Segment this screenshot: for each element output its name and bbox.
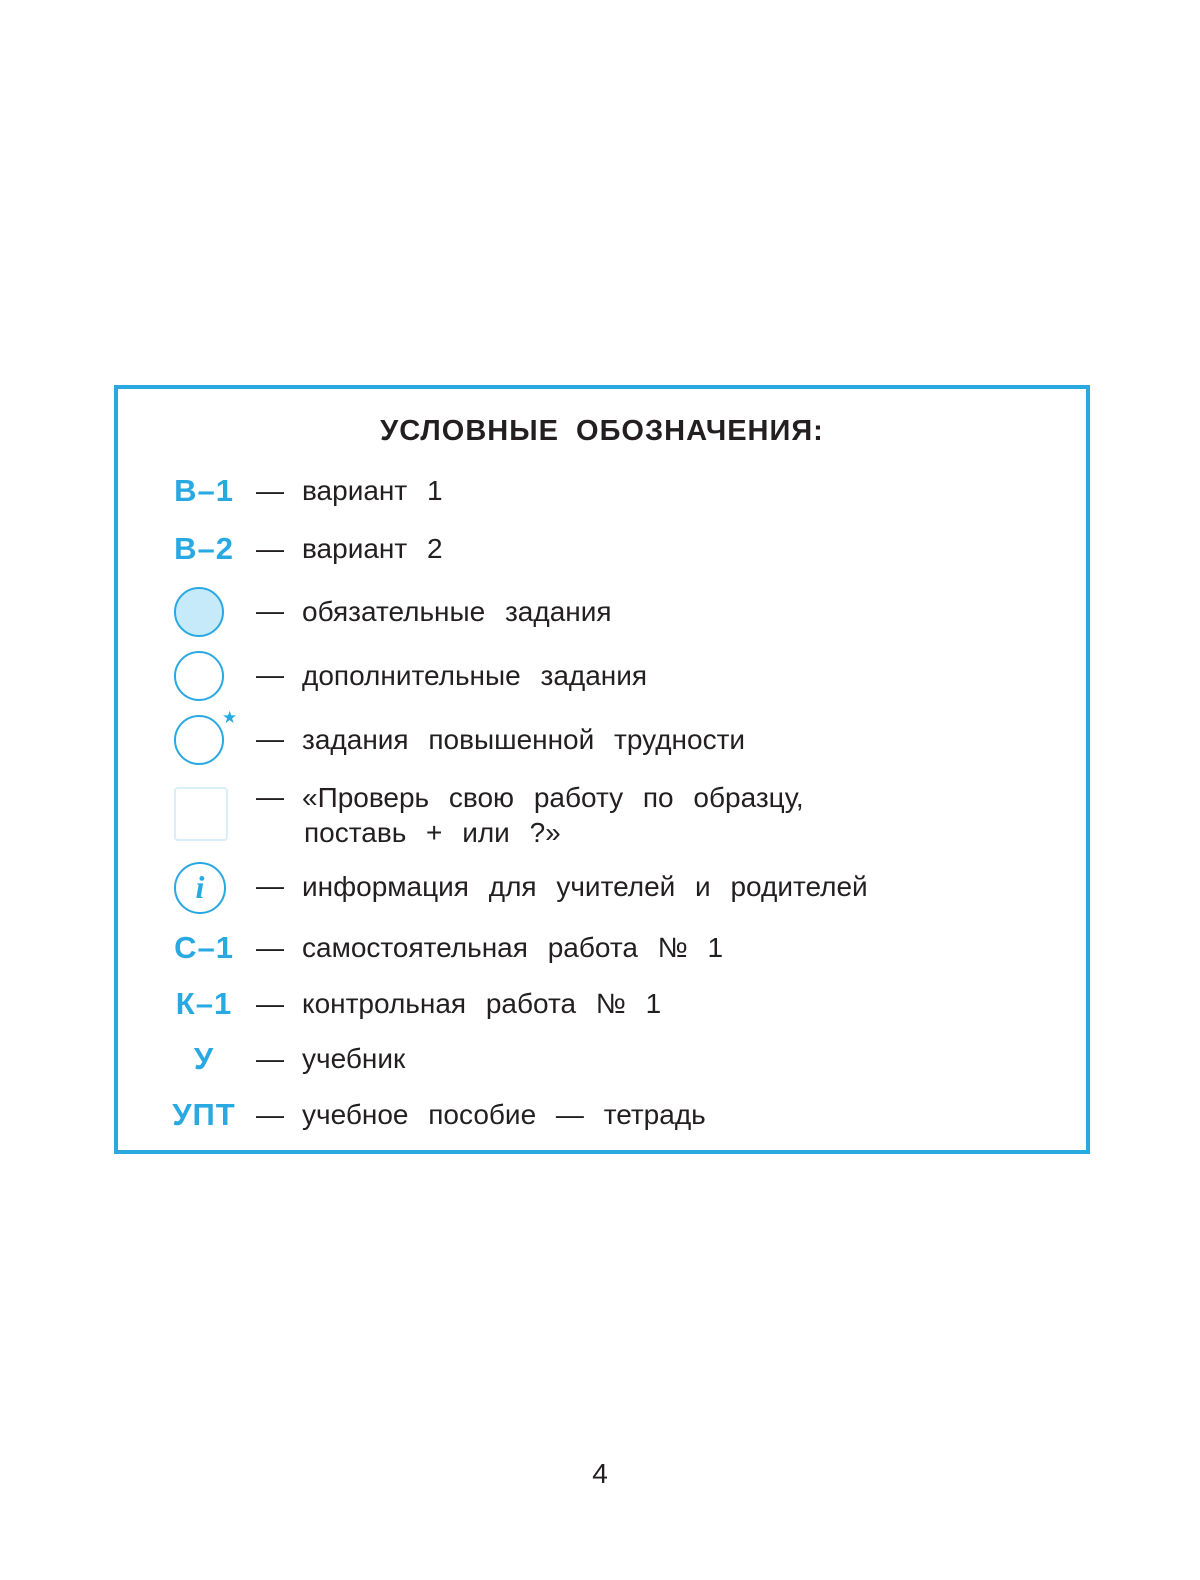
test-work-description: контрольная работа № 1 xyxy=(302,988,662,1019)
legend-box xyxy=(114,385,1090,1154)
page-number: 4 xyxy=(592,1458,608,1489)
star-icon: ★ xyxy=(222,708,238,727)
dash: — xyxy=(256,1043,284,1074)
dash: — xyxy=(256,781,284,812)
info-icon: i xyxy=(174,862,226,914)
info-description: информация для учителей и родителей xyxy=(302,871,868,902)
variant-2-description: вариант 2 xyxy=(302,533,443,564)
workbook-description: учебное пособие — тетрадь xyxy=(302,1099,706,1130)
dash: — xyxy=(256,659,284,690)
workbook-symbol: УПТ xyxy=(172,1097,236,1132)
dash: — xyxy=(256,988,284,1019)
filled-circle-icon xyxy=(174,587,224,637)
dash: — xyxy=(256,870,284,901)
hard-tasks-description: задания повышенной трудности xyxy=(302,724,746,755)
dash: — xyxy=(256,595,284,626)
variant-1-symbol: В–1 xyxy=(174,473,234,508)
star-circle-icon xyxy=(174,715,224,765)
self-check-description-line-1: «Проверь свою работу по образцу, xyxy=(302,782,804,813)
legend-title: УСЛОВНЫЕ ОБОЗНАЧЕНИЯ: xyxy=(380,415,824,447)
textbook-symbol: У xyxy=(193,1041,215,1076)
dash: — xyxy=(256,1099,284,1130)
variant-1-description: вариант 1 xyxy=(302,475,443,506)
dash: — xyxy=(256,533,284,564)
dash: — xyxy=(256,475,284,506)
dash: — xyxy=(256,723,284,754)
independent-work-description: самостоятельная работа № 1 xyxy=(302,932,724,963)
blank-square-icon xyxy=(174,787,228,841)
variant-2-symbol: В–2 xyxy=(174,531,234,566)
required-tasks-description: обязательные задания xyxy=(302,596,612,627)
textbook-description: учебник xyxy=(302,1043,406,1074)
independent-work-symbol: С–1 xyxy=(174,930,234,965)
additional-tasks-description: дополнительные задания xyxy=(302,660,648,691)
test-work-symbol: К–1 xyxy=(175,986,233,1021)
dash: — xyxy=(256,932,284,963)
self-check-description-line-2: поставь + или ?» xyxy=(304,817,561,848)
outline-circle-icon xyxy=(174,651,224,701)
